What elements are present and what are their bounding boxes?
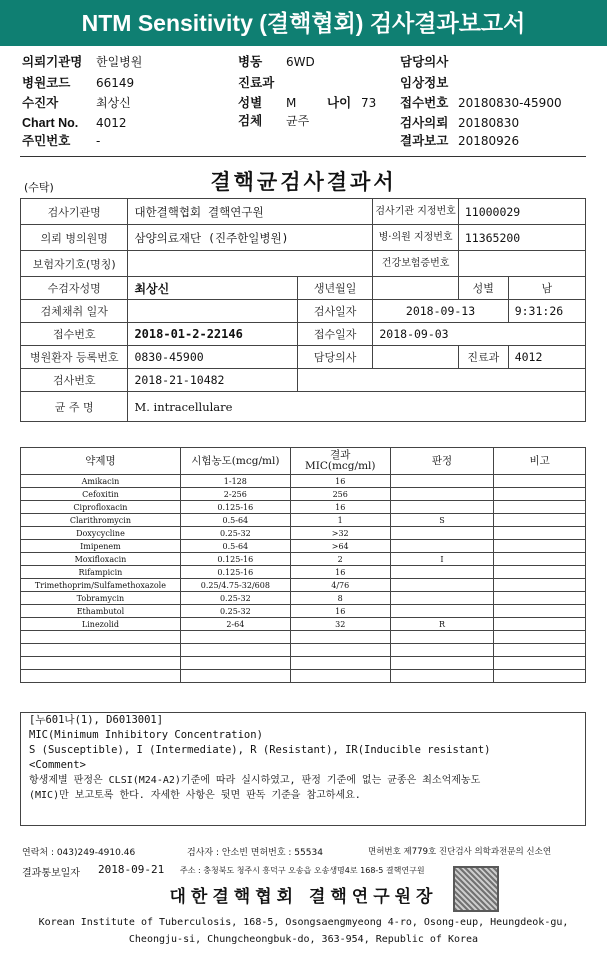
drug-name-cell: Ethambutol (21, 605, 181, 618)
sex-value: M (286, 96, 297, 110)
health-value (458, 251, 585, 277)
reg-value: 0830-45900 (128, 346, 297, 369)
interp-cell (390, 527, 494, 540)
notes-legend: S (Susceptible), I (Intermediate), R (Resistant), IR(Inducible resistant) (29, 744, 491, 756)
col-interp: 판정 (390, 448, 494, 475)
table-row (21, 540, 586, 553)
note-cell (494, 592, 586, 605)
specimen-info-table (20, 198, 586, 422)
col-range: 시험농도(mcg/ml) (180, 448, 290, 475)
note-cell (494, 657, 586, 670)
drug-name-cell: Amikacin (21, 475, 181, 488)
doc-value (373, 346, 458, 369)
interp-cell (390, 501, 494, 514)
receipt-label: 접수번호 (400, 96, 449, 110)
interp-cell (390, 670, 494, 683)
interp-cell (390, 566, 494, 579)
specimen-label: 검체 (238, 114, 263, 128)
col-mic (290, 448, 390, 475)
req-no-label: 병·의원 지정번호 (373, 225, 458, 251)
table-row (21, 579, 586, 592)
chart-label: Chart No. (22, 116, 79, 130)
sheet-title: 결핵균검사결과서 (210, 169, 397, 194)
doctor-label: 담당의사 (400, 55, 449, 69)
note-cell (494, 644, 586, 657)
request-value: 20180830 (458, 116, 520, 130)
range-cell: 0.25-32 (180, 527, 290, 540)
interp-cell: I (390, 553, 494, 566)
official-seal-icon (453, 866, 499, 912)
dob-value (373, 277, 458, 300)
col-drug: 약제명 (21, 448, 181, 475)
sex-label: 성별 (238, 96, 263, 110)
header-divider (20, 156, 586, 157)
request-label: 검사의뢰 (400, 116, 449, 130)
note-cell (494, 501, 586, 514)
table-row (21, 618, 586, 631)
ward-value: 6WD (286, 55, 315, 69)
strain-value: M. intracellulare (128, 392, 586, 422)
dob-label: 생년월일 (297, 277, 372, 300)
drug-name-cell (21, 631, 181, 644)
code-value: 66149 (96, 76, 135, 90)
req-org-label: 의뢰 병의원명 (21, 225, 128, 251)
reg-label: 병원환자 등록번호 (21, 346, 128, 369)
table-row (21, 475, 586, 488)
table-row (21, 514, 586, 527)
footer-license: 면허번호 제779호 진단검사 의학과전문의 신소연 (368, 847, 552, 857)
health-label: 건강보험증번호 (373, 251, 458, 277)
note-cell (494, 540, 586, 553)
mic-cell: >64 (290, 540, 390, 553)
range-cell: 0.5-64 (180, 540, 290, 553)
range-cell: 0.125-16 (180, 553, 290, 566)
mic-cell: 16 (290, 475, 390, 488)
footer-address-kr: 주소 : 충청북도 청주시 흥덕구 오송읍 오송생명4로 168-5 결핵연구원 (180, 866, 425, 875)
mic-cell: >32 (290, 527, 390, 540)
hospital-value: 한일병원 (96, 55, 143, 69)
notes-box (20, 712, 586, 826)
lab-label: 검사기관명 (21, 199, 128, 225)
drug-name-cell: Moxifloxacin (21, 553, 181, 566)
notes-comment-2: (MIC)만 보고토록 한다. 자세한 사항은 뒷면 판독 기준을 참고하세요. (29, 790, 361, 801)
report-label: 결과보고 (400, 134, 449, 148)
mic-cell: 2 (290, 553, 390, 566)
address-en-1: Korean Institute of Tuberculosis, 168-5, Osongsaengmyeong 4-ro, Osong-eup, Heungdeok-gu, (38, 917, 569, 928)
note-cell (494, 475, 586, 488)
interp-cell (390, 644, 494, 657)
strain-label: 균 주 명 (21, 392, 128, 422)
table-row (21, 592, 586, 605)
note-cell (494, 618, 586, 631)
mic-cell: 8 (290, 592, 390, 605)
chart-value: 4012 (96, 116, 127, 130)
name-label: 수검자성명 (21, 277, 128, 300)
range-cell: 0.125-16 (180, 566, 290, 579)
drug-name-cell: Tobramycin (21, 592, 181, 605)
drug-name-cell: Rifampicin (21, 566, 181, 579)
mic-cell (290, 644, 390, 657)
req-no-value: 11365200 (458, 225, 585, 251)
collect-value (128, 300, 297, 323)
range-cell (180, 670, 290, 683)
exam-no-value: 2018-21-10482 (128, 369, 297, 392)
notes-comment-1: 항생제별 판정은 CLSI(M24-A2)기준에 따라 실시하였고, 판정 기준에 없는 균종은 최소억제농도 (29, 775, 481, 786)
req-org-value: 삼양의료재단 (진주한일병원) (128, 225, 373, 251)
mic-cell: 256 (290, 488, 390, 501)
dept-row-label: 진료과 (458, 346, 508, 369)
interp-cell (390, 631, 494, 644)
col-mic-line2: MIC(mcg/ml) (304, 460, 376, 472)
report-title-banner: NTM Sensitivity (결핵협회) 검사결과보고서 (0, 0, 607, 46)
note-cell (494, 566, 586, 579)
drug-name-cell: Linezolid (21, 618, 181, 631)
table-row (21, 657, 586, 670)
collect-label: 검체채취 일자 (21, 300, 128, 323)
drug-name-cell: Trimethoprim/Sulfamethoxazole (21, 579, 181, 592)
name-value: 최상신 (128, 277, 297, 300)
interp-cell (390, 488, 494, 501)
lab-no-label: 검사기관 지정번호 (373, 199, 458, 225)
range-cell: 2-256 (180, 488, 290, 501)
drug-name-cell: Cefoxitin (21, 488, 181, 501)
row-sex-value: 남 (508, 277, 585, 300)
mic-cell (290, 670, 390, 683)
doc-label: 담당의사 (297, 346, 372, 369)
footer-report-date: 2018-09-21 (98, 863, 165, 876)
note-cell (494, 579, 586, 592)
interp-cell (390, 605, 494, 618)
drug-name-cell: Clarithromycin (21, 514, 181, 527)
range-cell: 1-128 (180, 475, 290, 488)
notes-code: [누601나(1), D6013001] (29, 714, 164, 726)
patient-label: 수진자 (22, 96, 59, 110)
drug-name-cell: Ciprofloxacin (21, 501, 181, 514)
table-row (21, 644, 586, 657)
receipt-value: 20180830-45900 (458, 96, 562, 110)
footer-examiner: 검사자 : 안소빈 면허번호 : 55534 (187, 848, 323, 858)
drug-name-cell: Imipenem (21, 540, 181, 553)
insured-label: 보험자기호(명칭) (21, 251, 128, 277)
table-row (21, 566, 586, 579)
table-row (21, 501, 586, 514)
ward-label: 병동 (238, 55, 263, 69)
interp-cell (390, 579, 494, 592)
age-label: 나이 (327, 96, 352, 110)
table-row (21, 605, 586, 618)
mic-cell (290, 657, 390, 670)
interp-cell (390, 592, 494, 605)
col-note: 비고 (494, 448, 586, 475)
note-cell (494, 605, 586, 618)
interp-cell (390, 475, 494, 488)
test-date-label: 검사일자 (297, 300, 372, 323)
drug-susceptibility-table (20, 447, 586, 683)
lab-value: 대한결핵협회 결핵연구원 (128, 199, 373, 225)
insured-value (128, 251, 373, 277)
table-row (21, 488, 586, 501)
rrn-value: - (96, 134, 101, 148)
recv-no-value: 2018-01-2-22146 (128, 323, 297, 346)
org-name: 대한결핵협회 결핵연구원장 (169, 887, 438, 907)
interp-cell (390, 657, 494, 670)
mic-cell: 32 (290, 618, 390, 631)
interp-cell: R (390, 618, 494, 631)
range-cell: 0.5-64 (180, 514, 290, 527)
table-row (21, 527, 586, 540)
copy-mark: (수탁) (24, 181, 54, 194)
note-cell (494, 527, 586, 540)
notes-mic: MIC(Minimum Inhibitory Concentration) (29, 729, 263, 741)
drug-name-cell (21, 644, 181, 657)
code-label: 병원코드 (22, 76, 71, 90)
test-time-value: 9:31:26 (508, 300, 585, 323)
mic-cell: 1 (290, 514, 390, 527)
hospital-label: 의뢰기관명 (22, 55, 83, 69)
range-cell: 0.25-32 (180, 592, 290, 605)
dept-row-value: 4012 (508, 346, 585, 369)
recv-date-label: 접수일자 (297, 323, 372, 346)
table-row (21, 670, 586, 683)
range-cell: 0.25/4.75-32/608 (180, 579, 290, 592)
mic-cell: 16 (290, 501, 390, 514)
report-value: 20180926 (458, 134, 520, 148)
mic-cell (290, 631, 390, 644)
mic-cell: 16 (290, 566, 390, 579)
note-cell (494, 488, 586, 501)
interp-cell (390, 540, 494, 553)
specimen-value: 균주 (286, 114, 310, 128)
footer-report-label: 결과통보일자 (22, 868, 80, 879)
exam-no-label: 검사번호 (21, 369, 128, 392)
range-cell (180, 631, 290, 644)
table-row (21, 553, 586, 566)
patient-value: 최상신 (96, 96, 131, 110)
lab-no-value: 11000029 (458, 199, 585, 225)
recv-date-value: 2018-09-03 (373, 323, 586, 346)
age-value: 73 (361, 96, 377, 110)
clinical-label: 임상정보 (400, 76, 449, 90)
address-en-2: Cheongju-si, Chungcheongbuk-do, 363-954, Republic of Korea (128, 934, 479, 945)
note-cell (494, 553, 586, 566)
col-mic-line1: 결과 (330, 449, 351, 461)
note-cell (494, 514, 586, 527)
note-cell (494, 670, 586, 683)
drug-name-cell (21, 657, 181, 670)
mic-cell: 16 (290, 605, 390, 618)
note-cell (494, 631, 586, 644)
row-sex-label: 성별 (458, 277, 508, 300)
footer-contact: 연락처 : 043)249-4910.46 (22, 848, 136, 858)
range-cell (180, 644, 290, 657)
test-date-value: 2018-09-13 (373, 300, 508, 323)
drug-name-cell: Doxycycline (21, 527, 181, 540)
dept-label: 진료과 (238, 76, 275, 90)
recv-no-label: 접수번호 (21, 323, 128, 346)
interp-cell: S (390, 514, 494, 527)
range-cell: 0.125-16 (180, 501, 290, 514)
mic-cell: 4/76 (290, 579, 390, 592)
notes-comment-label: <Comment> (29, 759, 86, 771)
exam-no-blank (297, 369, 585, 392)
range-cell: 0.25-32 (180, 605, 290, 618)
range-cell (180, 657, 290, 670)
range-cell: 2-64 (180, 618, 290, 631)
rrn-label: 주민번호 (22, 134, 71, 148)
drug-name-cell (21, 670, 181, 683)
table-row (21, 631, 586, 644)
